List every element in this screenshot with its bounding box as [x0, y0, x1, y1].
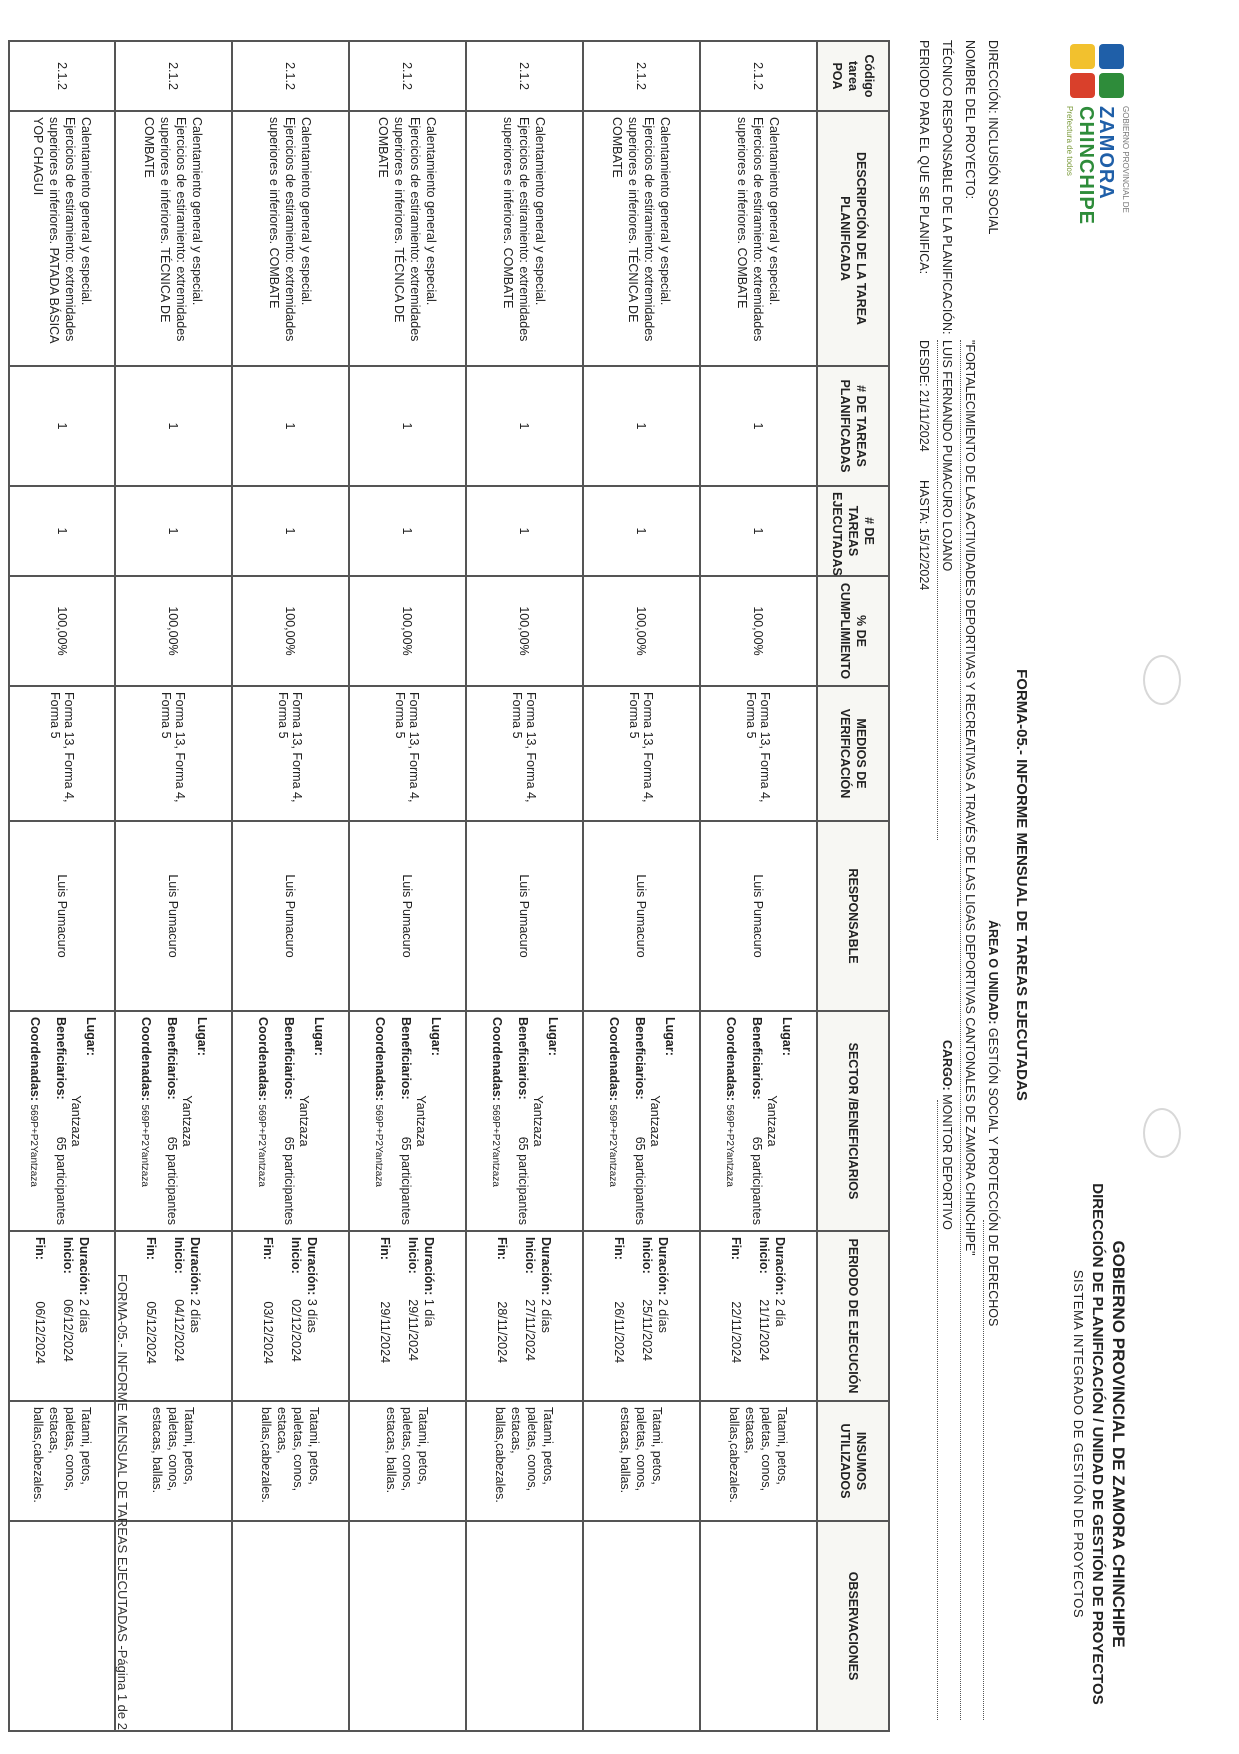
inicio-line: [640, 1237, 656, 1395]
inicio-label: Inicio:: [172, 1237, 187, 1274]
cell-cumplimiento: 100,00%: [700, 576, 817, 686]
proyecto-field: [963, 40, 977, 199]
rotated-report-page: [28, 40, 1130, 1730]
coordenadas-line: [722, 1017, 740, 1225]
fin-value: 28/11/2024: [495, 1301, 510, 1364]
inicio-label: Inicio:: [289, 1237, 304, 1274]
cell-insumos: Tatami, petos, paletas, conos, estacas, ballas.: [349, 1401, 466, 1521]
inicio-line: [523, 1237, 539, 1395]
fin-value: 03/12/2024: [261, 1301, 276, 1364]
cell-observaciones: [232, 1521, 349, 1731]
table-row: [466, 41, 583, 1731]
cell-descripcion: Calentamiento general y especial. Ejercicios de estiramiento: extremidades superiores e inferiores. COMBATE: [466, 111, 583, 366]
lugar-line: [780, 1017, 796, 1225]
lugar-line: [429, 1017, 445, 1225]
table-header-row: [817, 41, 889, 1731]
cell-insumos: Tatami, petos, paletas, conos, estacas, ballas.: [583, 1401, 700, 1521]
form-title: FORMA-05.- INFORME MENSUAL DE TAREAS EJECUTADAS: [1013, 669, 1030, 1101]
beneficiarios-value: 65 participantes: [282, 1136, 297, 1225]
table-row: [115, 41, 232, 1731]
duracion-label: Duración:: [422, 1237, 437, 1296]
fin-label: Fin:: [729, 1237, 744, 1260]
fin-label: Fin:: [612, 1237, 627, 1260]
cell-codigo: 2.1.2: [466, 41, 583, 111]
desde-value: 21/11/2024: [917, 390, 931, 452]
fin-label: Fin:: [261, 1237, 276, 1260]
coordenadas-label: Coordenadas:: [28, 1017, 42, 1102]
coordenadas-line: [137, 1017, 155, 1225]
lugar-label: Lugar:: [429, 1017, 444, 1056]
beneficiarios-value: 65 participantes: [399, 1136, 414, 1225]
cell-ejecutadas: 1: [700, 486, 817, 576]
cell-sector: [466, 1011, 583, 1231]
lugar-value: Yantzaza: [531, 1095, 546, 1147]
beneficiarios-line: [750, 1017, 766, 1225]
beneficiarios-value: 65 participantes: [750, 1136, 765, 1225]
duracion-label: Duración:: [773, 1237, 788, 1296]
coordenadas-value: 569P+P2Yantzaza: [139, 1104, 151, 1187]
coordenadas-line: [488, 1017, 506, 1225]
inicio-line: [60, 1237, 76, 1395]
cell-ejecutadas: 1: [115, 486, 232, 576]
cell-cumplimiento: 100,00%: [583, 576, 700, 686]
cell-cumplimiento: 100,00%: [232, 576, 349, 686]
cell-sector: [9, 1011, 115, 1231]
duracion-line: [656, 1237, 672, 1395]
duracion-line: [773, 1237, 789, 1395]
coordenadas-label: Coordenadas:: [373, 1017, 388, 1102]
duracion-label: Duración:: [539, 1237, 554, 1296]
cell-medios: Forma 13, Forma 4, Forma 5: [583, 686, 700, 821]
coordenadas-label: Coordenadas:: [607, 1017, 622, 1102]
lugar-value: Yantzaza: [69, 1095, 83, 1147]
header-ejecutadas: # DE TAREAS EJECUTADAS: [817, 486, 889, 576]
cell-observaciones: [349, 1521, 466, 1731]
lugar-value: Yantzaza: [765, 1095, 780, 1147]
beneficiarios-label: Beneficiarios:: [399, 1017, 414, 1100]
periodo-field: [917, 40, 931, 274]
duracion-value: 2 días: [188, 1298, 203, 1333]
lugar-line: [312, 1017, 328, 1225]
cell-periodo: [115, 1231, 232, 1401]
inicio-value: 27/11/2024: [523, 1299, 538, 1361]
direccion-value: INCLUSIÓN SOCIAL: [986, 117, 1000, 235]
lugar-label: Lugar:: [546, 1017, 561, 1056]
cell-responsable: Luis Pumacuro: [583, 821, 700, 1011]
inicio-line: [406, 1237, 422, 1395]
fin-line: [495, 1237, 511, 1395]
cell-ejecutadas: 1: [466, 486, 583, 576]
inicio-label: Inicio:: [523, 1237, 538, 1274]
tecnico-underline: [937, 340, 938, 840]
header-planificadas: # DE TAREAS PLANIFICADAS: [817, 366, 889, 486]
cell-descripcion: Calentamiento general y especial. Ejercicios de estiramiento: extremidades superiores e inferiores. TÉCNICA DE COMBATE: [583, 111, 700, 366]
cell-planificadas: 1: [466, 366, 583, 486]
fin-value: 26/11/2024: [612, 1301, 627, 1364]
cell-cumplimiento: 100,00%: [115, 576, 232, 686]
fin-label: Fin:: [144, 1237, 159, 1260]
cell-observaciones: [115, 1521, 232, 1731]
punch-hole-bottom: [1143, 1108, 1181, 1158]
coordenadas-value: 569P+P2Yantzaza: [607, 1104, 619, 1187]
lugar-label: Lugar:: [84, 1017, 98, 1056]
beneficiarios-value: 65 participantes: [516, 1136, 531, 1225]
cargo-label: CARGO:: [940, 1040, 954, 1091]
duracion-value: 2 días: [539, 1298, 554, 1333]
cell-responsable: Luis Pumacuro: [115, 821, 232, 1011]
beneficiarios-label: Beneficiarios:: [165, 1017, 180, 1100]
lugar-line: [546, 1017, 562, 1225]
duracion-label: Duración:: [77, 1237, 91, 1296]
table-row: [349, 41, 466, 1731]
coordenadas-value: 569P+P2Yantzaza: [28, 1104, 39, 1187]
fin-line: [378, 1237, 394, 1395]
beneficiarios-label: Beneficiarios:: [516, 1017, 531, 1100]
header-medios: MEDIOS DE VERIFICACIÓN: [817, 686, 889, 821]
fin-value: 05/12/2024: [144, 1301, 159, 1364]
cell-periodo: [9, 1231, 115, 1401]
cell-medios: Forma 13, Forma 4, Forma 5: [232, 686, 349, 821]
fin-label: Fin:: [378, 1237, 393, 1260]
header-periodo: PERIODO DE EJECUCIÓN: [817, 1231, 889, 1401]
cell-cumplimiento: 100,00%: [9, 576, 115, 686]
cell-responsable: Luis Pumacuro: [9, 821, 115, 1011]
logo-name-line1: ZAMORA: [1095, 106, 1117, 200]
cell-observaciones: [9, 1521, 115, 1731]
cell-medios: Forma 13, Forma 4, Forma 5: [9, 686, 115, 821]
inicio-label: Inicio:: [406, 1237, 421, 1274]
cell-sector: [583, 1011, 700, 1231]
lugar-label: Lugar:: [780, 1017, 795, 1056]
cell-ejecutadas: 1: [349, 486, 466, 576]
beneficiarios-line: [165, 1017, 181, 1225]
cell-insumos: Tatami, petos, paletas, conos, estacas, ballas.: [115, 1401, 232, 1521]
hasta-label: HASTA:: [917, 480, 931, 525]
org-system: SISTEMA INTEGRADO DE GESTIÓN DE PROYECTOS: [1071, 1269, 1086, 1619]
proyecto-label: NOMBRE DEL PROYECTO:: [963, 40, 977, 200]
beneficiarios-line: [282, 1017, 298, 1225]
lugar-line: [663, 1017, 679, 1225]
periodo-label: PERIODO PARA EL QUE SE PLANIFICA:: [917, 40, 931, 275]
cell-periodo: [466, 1231, 583, 1401]
header-responsable: RESPONSABLE: [817, 821, 889, 1011]
duracion-value: 2 días: [656, 1298, 671, 1333]
cell-sector: [700, 1011, 817, 1231]
punch-hole-top: [1143, 655, 1181, 705]
duracion-value: 3 días: [305, 1298, 320, 1333]
tecnico-field: [940, 40, 954, 335]
fin-label: Fin:: [495, 1237, 510, 1260]
proyecto-value-wrap: [963, 340, 977, 1256]
cell-descripcion: Calentamiento general y especial. Ejercicios de estiramiento: extremidades superiores e inferiores. TÉCNICA DE COMBATE: [115, 111, 232, 366]
cell-sector: [349, 1011, 466, 1231]
beneficiarios-label: Beneficiarios:: [282, 1017, 297, 1100]
coordenadas-line: [605, 1017, 623, 1225]
table-row: [583, 41, 700, 1731]
coordenadas-value: 569P+P2Yantzaza: [490, 1104, 502, 1187]
coordenadas-label: Coordenadas:: [139, 1017, 154, 1102]
hasta-value: 15/12/2024: [917, 527, 931, 591]
org-name: GOBIERNO PROVINCIAL DE ZAMORA CHINCHIPE: [1109, 1240, 1128, 1648]
duracion-label: Duración:: [656, 1237, 671, 1296]
inicio-line: [289, 1237, 305, 1395]
desde-label: DESDE:: [917, 340, 931, 387]
header-codigo: Código tarea POA: [817, 41, 889, 111]
cell-sector: [115, 1011, 232, 1231]
inicio-label: Inicio:: [757, 1237, 772, 1274]
inicio-value: 25/11/2024: [640, 1299, 655, 1361]
header-cumplimiento: % DE CUMPLIMIENTO: [817, 576, 889, 686]
coordenadas-label: Coordenadas:: [724, 1017, 739, 1102]
cell-medios: Forma 13, Forma 4, Forma 5: [115, 686, 232, 821]
logo-name-line2: CHINCHIPE: [1075, 106, 1097, 226]
header-descripcion: DESCRIPCIÓN DE LA TAREA PLANIFICADA: [817, 111, 889, 366]
duracion-label: Duración:: [188, 1237, 203, 1296]
lugar-value: Yantzaza: [297, 1095, 312, 1147]
cell-cumplimiento: 100,00%: [466, 576, 583, 686]
duracion-value: 1 día: [422, 1298, 437, 1327]
table-row: [9, 41, 115, 1731]
cell-codigo: 2.1.2: [115, 41, 232, 111]
header-observaciones: OBSERVACIONES: [817, 1521, 889, 1731]
tasks-table: [8, 40, 890, 1732]
cell-observaciones: [583, 1521, 700, 1731]
fin-line: [144, 1237, 160, 1395]
inicio-line: [172, 1237, 188, 1395]
cell-descripcion: Calentamiento general y especial. Ejercicios de estiramiento: extremidades superiores e inferiores. COMBATE: [232, 111, 349, 366]
area-label: ÁREA O UNIDAD:: [986, 920, 1000, 1025]
duracion-line: [539, 1237, 555, 1395]
beneficiarios-label: Beneficiarios:: [633, 1017, 648, 1100]
fin-label: Fin:: [33, 1237, 47, 1260]
table-row: [700, 41, 817, 1731]
table-body: [9, 41, 817, 1731]
beneficiarios-line: [399, 1017, 415, 1225]
cell-insumos: Tatami, petos, paletas, conos, estacas, ballas,cabezales.: [466, 1401, 583, 1521]
desde-field: [917, 340, 931, 452]
lugar-label: Lugar:: [663, 1017, 678, 1056]
cell-descripcion: Calentamiento general y especial. Ejercicios de estiramiento: extremidades superiores e inferiores. TÉCNICA DE COMBATE: [349, 111, 466, 366]
fin-value: 22/11/2024: [729, 1301, 744, 1364]
beneficiarios-line: [516, 1017, 532, 1225]
inicio-label: Inicio:: [640, 1237, 655, 1274]
cell-periodo: [700, 1231, 817, 1401]
area-field: [986, 920, 1000, 1326]
fin-line: [261, 1237, 277, 1395]
coordenadas-value: 569P+P2Yantzaza: [256, 1104, 268, 1187]
cell-planificadas: 1: [583, 366, 700, 486]
cell-periodo: [232, 1231, 349, 1401]
cell-cumplimiento: 100,00%: [349, 576, 466, 686]
inicio-line: [757, 1237, 773, 1395]
inicio-value: 21/11/2024: [757, 1299, 772, 1361]
beneficiarios-label: Beneficiarios:: [750, 1017, 765, 1100]
inicio-value: 06/12/2024: [61, 1299, 75, 1362]
cell-codigo: 2.1.2: [349, 41, 466, 111]
tecnico-label: TÉCNICO RESPONSABLE DE LA PLANIFICACIÓN:: [940, 40, 954, 335]
cargo-value: MONITOR DEPORTIVO: [940, 1094, 954, 1230]
coordenadas-line: [254, 1017, 272, 1225]
coordenadas-line: [371, 1017, 389, 1225]
area-underline: [983, 1220, 984, 1720]
logo-small-bottom: Prefectura de todos: [1065, 106, 1074, 176]
cell-planificadas: 1: [349, 366, 466, 486]
duracion-line: [188, 1237, 204, 1395]
duracion-line: [305, 1237, 321, 1395]
direccion-label: DIRECCIÓN:: [986, 40, 1000, 114]
cell-codigo: 2.1.2: [9, 41, 115, 111]
inicio-label: Inicio:: [61, 1237, 75, 1274]
cell-insumos: Tatami, petos, paletas, conos, estacas, ballas,cabezales.: [232, 1401, 349, 1521]
lugar-label: Lugar:: [312, 1017, 327, 1056]
coordenadas-value: 569P+P2Yantzaza: [724, 1104, 736, 1187]
cell-codigo: 2.1.2: [583, 41, 700, 111]
fin-line: [729, 1237, 745, 1395]
cell-descripcion: Calentamiento general y especial. Ejercicios de estiramiento: extremidades superiores e inferiores. COMBATE: [700, 111, 817, 366]
cell-planificadas: 1: [700, 366, 817, 486]
cell-planificadas: 1: [232, 366, 349, 486]
header-sector: SECTOR /BENEFICIARIOS: [817, 1011, 889, 1231]
cell-ejecutadas: 1: [583, 486, 700, 576]
table-row: [232, 41, 349, 1731]
cell-medios: Forma 13, Forma 4, Forma 5: [466, 686, 583, 821]
beneficiarios-line: [633, 1017, 649, 1225]
cell-planificadas: 1: [9, 366, 115, 486]
cell-responsable: Luis Pumacuro: [466, 821, 583, 1011]
cell-descripcion: Calentamiento general y especial. Ejercicios de estiramiento: extremidades superiores e inferiores. PATADA BÁSICA YOP CHAGUI: [9, 111, 115, 366]
cell-periodo: [349, 1231, 466, 1401]
lugar-line: [83, 1017, 99, 1225]
logo-mark-icon: [1068, 44, 1124, 100]
cell-ejecutadas: 1: [9, 486, 115, 576]
coordenadas-value: 569P+P2Yantzaza: [373, 1104, 385, 1187]
inicio-value: 04/12/2024: [172, 1299, 187, 1362]
coordenadas-label: Coordenadas:: [490, 1017, 505, 1102]
lugar-value: Yantzaza: [648, 1095, 663, 1147]
tecnico-value-wrap: [940, 340, 954, 571]
fin-value: 29/11/2024: [378, 1301, 393, 1364]
beneficiarios-label: Beneficiarios:: [54, 1017, 68, 1100]
cell-responsable: Luis Pumacuro: [349, 821, 466, 1011]
cell-codigo: 2.1.2: [700, 41, 817, 111]
duracion-line: [76, 1237, 92, 1395]
page-footer: FORMA-05.- INFORME MENSUAL DE TAREAS EJECUTADAS -Página 1 de 2: [115, 1273, 130, 1730]
hasta-field: [917, 480, 931, 590]
cargo-underline: [937, 1100, 938, 1720]
fin-line: [612, 1237, 628, 1395]
org-department: DIRECCIÓN DE PLANIFICACIÓN / UNIDAD DE GESTIÓN DE PROYECTOS: [1089, 1183, 1106, 1705]
logo-small-top: GOBIERNO PROVINCIAL DE: [1121, 106, 1130, 213]
direccion-field: [986, 40, 1000, 235]
duracion-value: 2 día: [773, 1298, 788, 1327]
cell-codigo: 2.1.2: [232, 41, 349, 111]
beneficiarios-value: 65 participantes: [54, 1136, 68, 1225]
cell-responsable: Luis Pumacuro: [232, 821, 349, 1011]
lugar-line: [195, 1017, 211, 1225]
lugar-value: Yantzaza: [180, 1095, 195, 1147]
cell-insumos: Tatami, petos, paletas, conos, estacas, ballas,cabezales.: [700, 1401, 817, 1521]
proyecto-value: "FORTALECIMIENTO DE LAS ACTIVIDADES DEPORTIVAS Y RECREATIVAS A TRAVÉS DE LAS LIGAS DEPORTIVAS CANTONALES DE ZAMORA CHINCHIPE": [963, 340, 977, 1256]
proyecto-underline: [960, 340, 961, 1720]
prefecture-logo: [1060, 40, 1130, 290]
area-value: GESTIÓN SOCIAL Y PROTECCIÓN DE DERECHOS: [986, 1027, 1000, 1327]
beneficiarios-value: 65 participantes: [633, 1136, 648, 1225]
lugar-value: Yantzaza: [414, 1095, 429, 1147]
inicio-value: 29/11/2024: [406, 1299, 421, 1361]
fin-value: 06/12/2024: [33, 1301, 47, 1364]
cell-periodo: [583, 1231, 700, 1401]
duracion-value: 2 días: [77, 1298, 91, 1333]
cell-insumos: Tatami, petos, paletas, conos, estacas, ballas,cabezales.: [9, 1401, 115, 1521]
cell-observaciones: [466, 1521, 583, 1731]
cell-sector: [232, 1011, 349, 1231]
duracion-label: Duración:: [305, 1237, 320, 1296]
inicio-value: 02/12/2024: [289, 1299, 304, 1362]
cell-planificadas: 1: [115, 366, 232, 486]
cell-medios: Forma 13, Forma 4, Forma 5: [349, 686, 466, 821]
coordenadas-line: [25, 1017, 43, 1225]
cell-observaciones: [700, 1521, 817, 1731]
header-insumos: INSUMOS UTILIZADOS: [817, 1401, 889, 1521]
cell-medios: Forma 13, Forma 4, Forma 5: [700, 686, 817, 821]
beneficiarios-line: [53, 1017, 69, 1225]
fin-line: [32, 1237, 48, 1395]
cargo-field: [940, 1040, 954, 1230]
cell-responsable: Luis Pumacuro: [700, 821, 817, 1011]
lugar-label: Lugar:: [195, 1017, 210, 1056]
beneficiarios-value: 65 participantes: [165, 1136, 180, 1225]
tecnico-value: LUIS FERNANDO PUMACURO LOJANO: [940, 340, 954, 572]
coordenadas-label: Coordenadas:: [256, 1017, 271, 1102]
cell-ejecutadas: 1: [232, 486, 349, 576]
duracion-line: [422, 1237, 438, 1395]
